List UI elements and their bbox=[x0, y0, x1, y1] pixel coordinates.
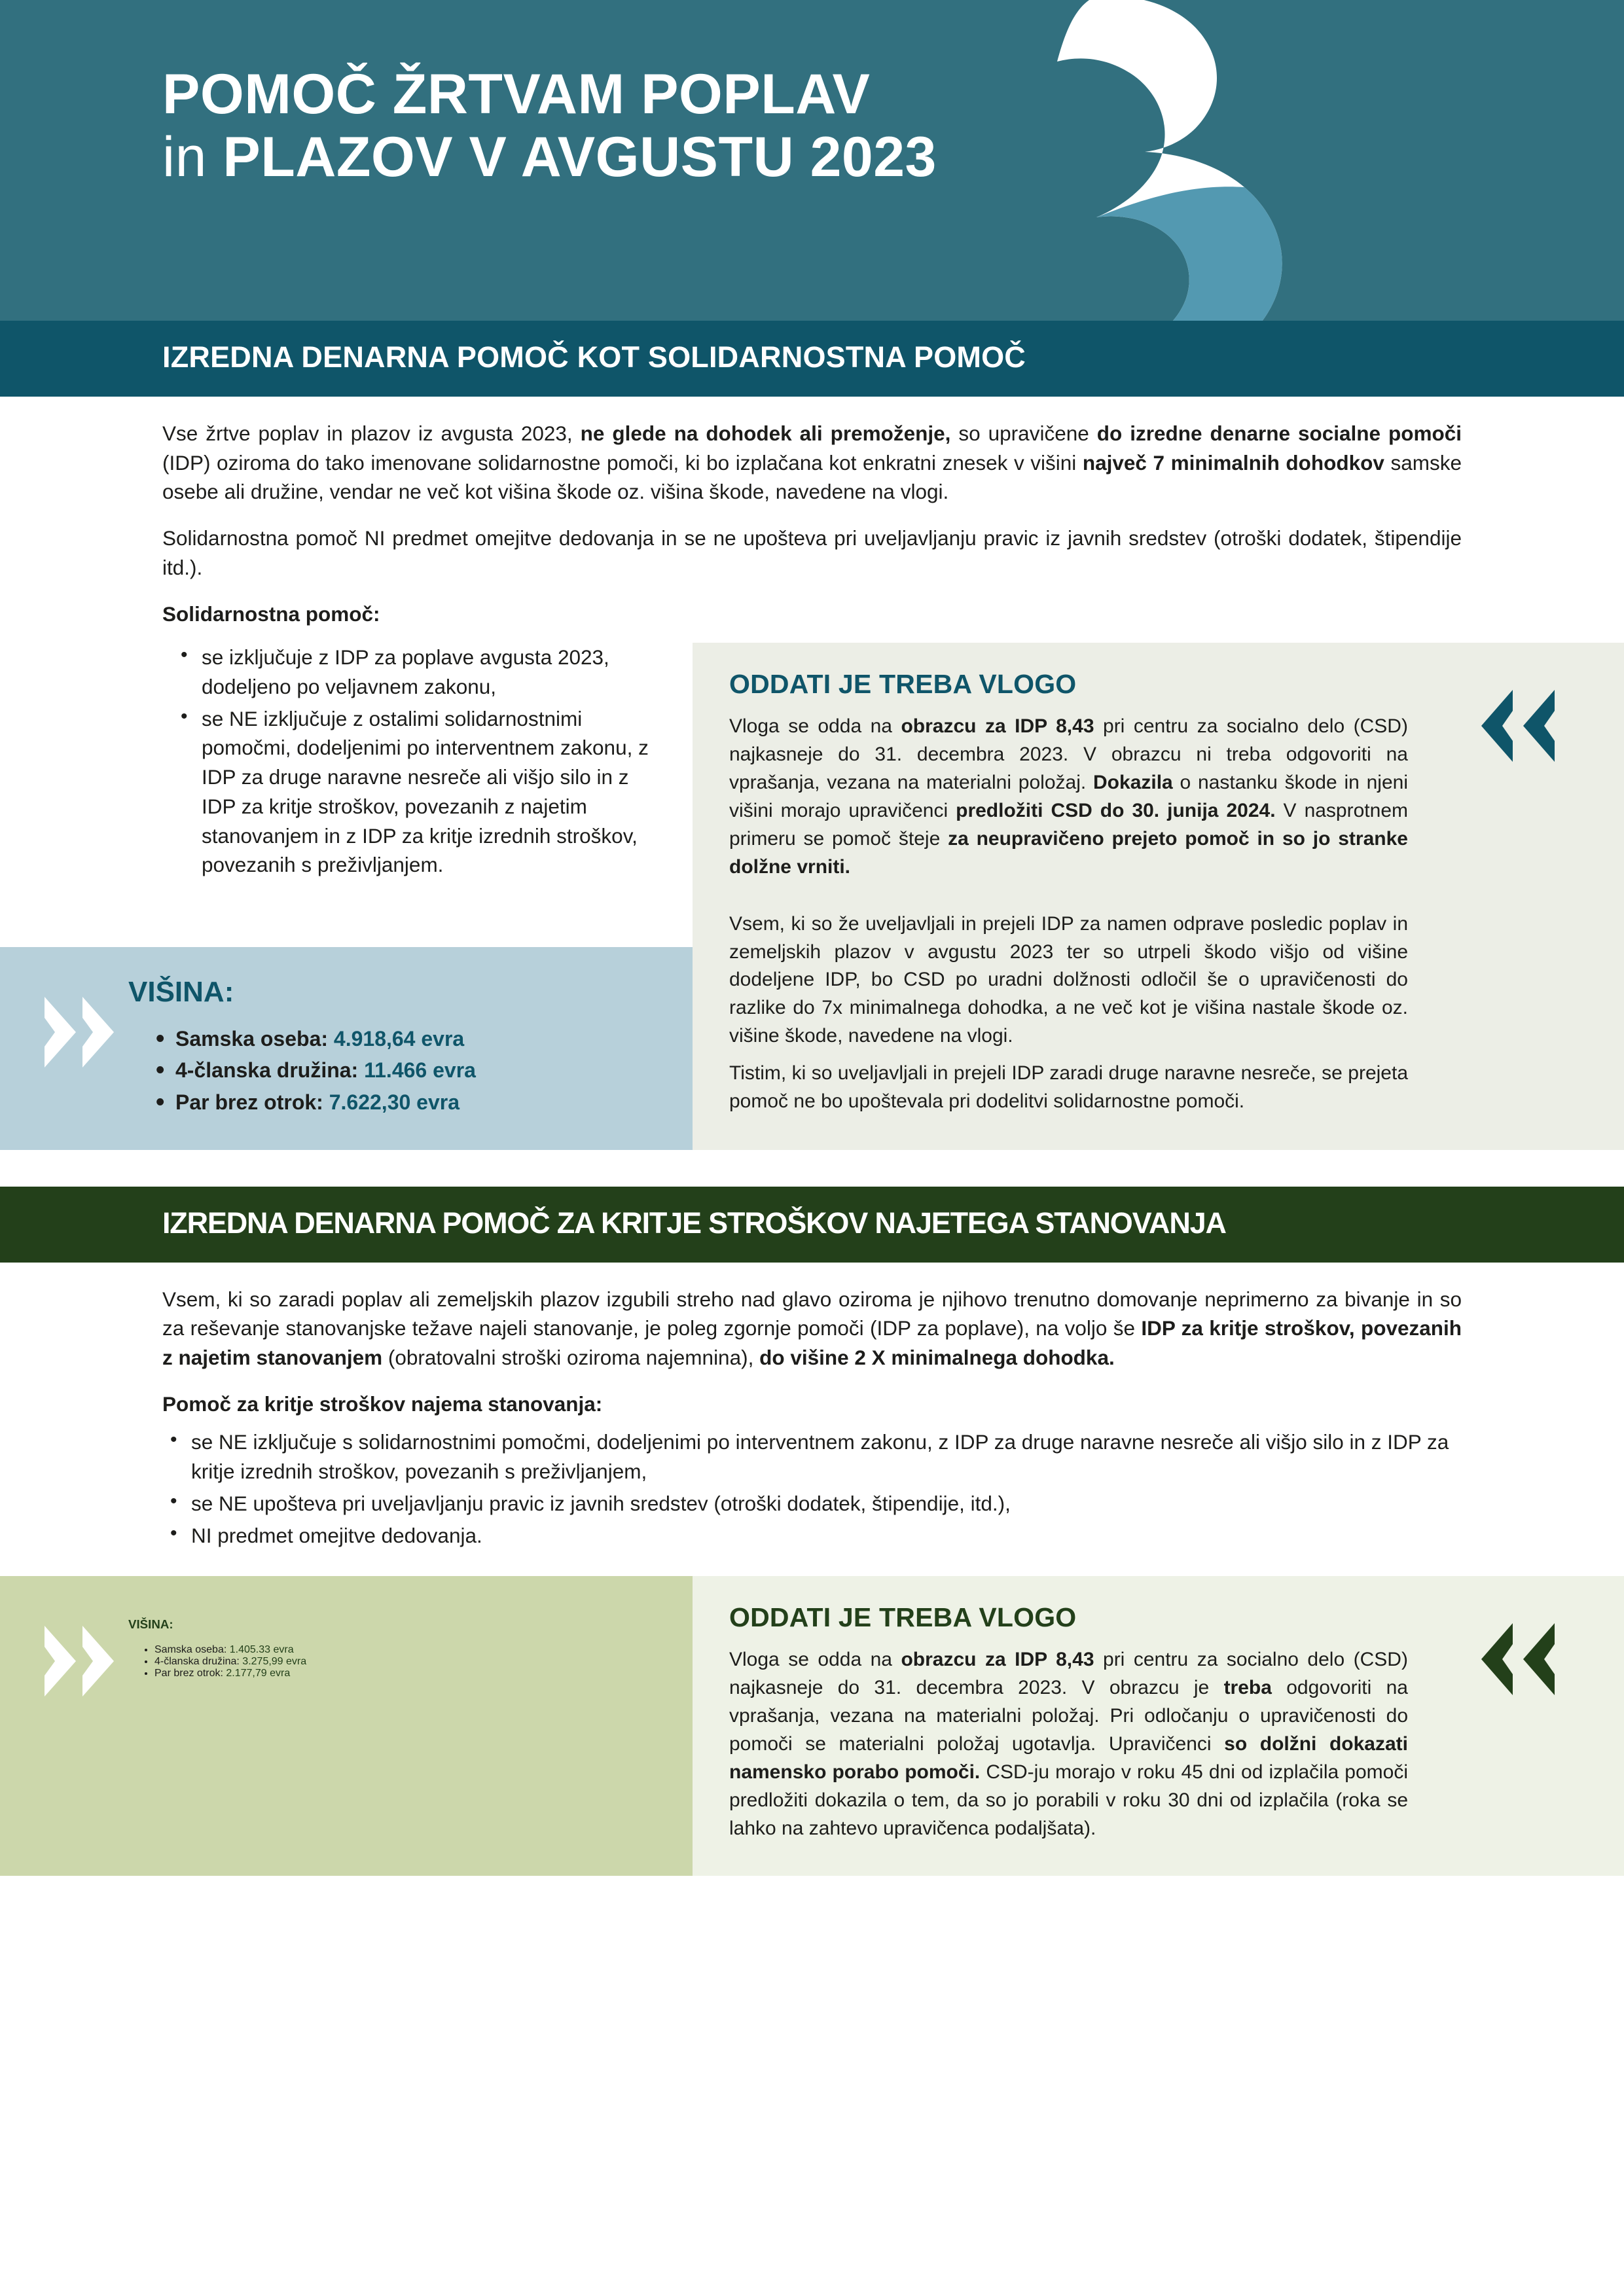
section1-panel-title: ODDATI JE TREBA VLOGO bbox=[729, 669, 1077, 700]
s1t5: o nastanku škode in njeni višini morajo upravičenci bbox=[729, 772, 1408, 821]
section2-body bbox=[0, 1263, 1624, 1551]
section1-bottom-columns bbox=[0, 910, 1624, 1150]
s1p1d: do izredne denarne socialne pomoči bbox=[1096, 422, 1462, 445]
section1-body bbox=[0, 397, 1624, 628]
section1-panel-paragraph-1 bbox=[729, 713, 1408, 881]
section2-paragraph-1 bbox=[162, 1285, 1462, 1372]
section1-left-column bbox=[0, 643, 693, 882]
s1p1b: ne glede na dohodek ali premoženje, bbox=[580, 422, 951, 445]
section2-panel-title: ODDATI JE TREBA VLOGO bbox=[729, 1602, 1077, 1633]
list-item bbox=[154, 1656, 666, 1668]
s1t4: Dokazila bbox=[1093, 772, 1173, 794]
s2p1c: (obratovalni stroški oziroma najemnina), bbox=[382, 1345, 760, 1369]
s1p1e: (IDP) oziroma do tako imenovane solidarnostne pomoči, ki bo izplačana kot enkratni znesek v višini bbox=[162, 450, 1083, 475]
visina-amount: 4.918,64 evra bbox=[333, 1026, 465, 1050]
section2-visina-box bbox=[0, 1576, 693, 1875]
s1p1c: so upravičene bbox=[950, 422, 1097, 445]
s1p1f: največ 7 minimalnih dohodkov bbox=[1082, 450, 1384, 475]
visina-label: Par brez otrok: bbox=[154, 1667, 226, 1679]
section1-visina-wrap bbox=[0, 910, 693, 1150]
page-title bbox=[162, 63, 937, 189]
visina-label: Par brez otrok: bbox=[175, 1090, 329, 1114]
s2t1: Vloga se odda na bbox=[729, 1649, 901, 1671]
s2t6: so dolžni dokazati namensko porabo pomoči. bbox=[729, 1732, 1409, 1783]
poster-header bbox=[0, 0, 1624, 321]
section1-visina-title: VIŠINA: bbox=[128, 975, 234, 1008]
s2t4: treba bbox=[1223, 1677, 1272, 1699]
s2t7: CSD-ju morajo v roku 45 dni od izplačila pomoči predložiti dokazila o tem, da so jo porabili v roku 30 dni od izplačila (roka se lahko na zahtevo upravičenca podaljšata). bbox=[729, 1761, 1408, 1839]
page-title-line2-prefix: in bbox=[162, 126, 223, 189]
page-title-line2 bbox=[162, 126, 937, 188]
section2-application-panel bbox=[693, 1576, 1624, 1875]
visina-label: Samska oseba: bbox=[175, 1026, 334, 1050]
s1p1g: samske osebe ali družine, vendar ne več kot višina škode oz. višina škode, navedene na vlogi. bbox=[162, 450, 1462, 504]
section2-title: IZREDNA DENARNA POMOČ ZA KRITJE STROŠKOV NAJETEGA STANOVANJA bbox=[162, 1206, 1226, 1240]
s2p1d: do višine 2 X minimalnega dohodka. bbox=[759, 1345, 1115, 1369]
visina-label: 4-članska družina: bbox=[175, 1058, 365, 1083]
section1-paragraph-1 bbox=[162, 419, 1462, 507]
s1p1a: Vse žrtve poplav in plazov iz avgusta 2023, bbox=[162, 422, 581, 445]
visina-amount: 2.177,79 evra bbox=[226, 1667, 291, 1679]
section2-visina-list bbox=[128, 1644, 666, 1679]
list-item bbox=[156, 1086, 666, 1119]
chevron-double-right-icon bbox=[41, 997, 119, 1067]
list-item bbox=[156, 1023, 666, 1055]
section2-columns bbox=[0, 1576, 1624, 1875]
section2-panel-paragraph bbox=[729, 1646, 1408, 1842]
section2-visina-title: VIŠINA: bbox=[128, 1617, 173, 1631]
list-item: • NI predmet omejitve dedovanja. bbox=[170, 1521, 1462, 1551]
section1-panel-continued bbox=[693, 910, 1624, 1150]
list-item: • se NE izključuje s solidarnostnimi pomočmi, dodeljenimi po interventnem zakonu, z IDP za druge naravne nesreče ali višjo silo in z IDP za kritje izrednih stroškov, povezanih s preživljanjem, bbox=[170, 1427, 1462, 1486]
visina-label: 4-članska družina: bbox=[154, 1655, 243, 1667]
section1-panel-paragraph-2: Vsem, ki so že uveljavljali in prejeli IDP za namen odprave posledic poplav in zemeljskih plazov v avgustu 2023 ter so utrpeli škodo višjo od višine dodeljene IDP, bo CSD po uradni dolžnosti odločil še o upravičenosti do razlike do 7x minimalnega dohodka, a ne več kot je višina nastale škode oz. višine škode, navedene na vlogi. bbox=[729, 912, 1408, 1047]
chevron-double-left-icon bbox=[1466, 1623, 1564, 1695]
section1-columns bbox=[0, 643, 1624, 910]
section1-paragraph-2: Solidarnostna pomoč NI predmet omejitve dedovanja in se ne upošteva pri uveljavljanju pravic iz javnih sredstev (otroški dodatek, štipendije itd.). bbox=[162, 526, 1462, 579]
page-title-line2-bold: PLAZOV V AVGUSTU 2023 bbox=[223, 126, 937, 189]
section1-bullet-list bbox=[162, 643, 666, 880]
list-item: • se izključuje z IDP za poplave avgusta 2023, dodeljeno po veljavnem zakonu, bbox=[181, 643, 666, 701]
s2t5: odgovoriti na vprašanja, vezana na materialni položaj. Pri odločanju o upravičenosti do pomoči se materialni položaj ugotavlja. Upravičenci bbox=[729, 1677, 1408, 1755]
visina-label: Samska oseba: bbox=[154, 1643, 230, 1655]
chevron-double-right-icon bbox=[41, 1626, 119, 1696]
list-item bbox=[154, 1644, 666, 1656]
s1t7: V nasprotnem primeru se pomoč šteje bbox=[729, 799, 1408, 850]
section1-application-panel bbox=[693, 643, 1624, 910]
s1t2: obrazcu za IDP 8,43 bbox=[901, 715, 1094, 738]
list-item bbox=[154, 1668, 666, 1679]
s1t3: pri centru za socialno delo (CSD) najkasneje do 31. decembra 2023. V obrazcu ni treba odgovoriti na vprašanja, vezana na materialni položaj. bbox=[729, 715, 1408, 794]
s2t2: obrazcu za IDP 8,43 bbox=[901, 1649, 1094, 1671]
section1-panel-paragraph-3: Tistim, ki so uveljavljali in prejeli IDP zaradi druge naravne nesreče, se prejeta pomoč ne bo upoštevala pri dodelitvi solidarnostne pomoči. bbox=[729, 1062, 1408, 1112]
page-title-line1: POMOČ ŽRTVAM POPLAV bbox=[162, 63, 871, 126]
section2-bullet-list bbox=[162, 1427, 1462, 1550]
section2-title-bar bbox=[0, 1187, 1624, 1263]
visina-amount: 3.275,99 evra bbox=[242, 1655, 307, 1667]
list-item: • se NE izključuje z ostalimi solidarnostnimi pomočmi, dodeljenimi po interventnem zakonu, z IDP za druge naravne nesreče ali višjo silo in z IDP za kritje stroškov, povezanih z najetim stanovanjem in z IDP za kritje izrednih stroškov, povezanih s preživljanjem. bbox=[181, 704, 666, 880]
s1t1: Vloga se odda na bbox=[729, 715, 901, 738]
section1-subheading: Solidarnostna pomoč: bbox=[162, 601, 380, 626]
section1-visina-box bbox=[0, 947, 693, 1150]
s2p1b: IDP za kritje stroškov, povezanih z najetim stanovanjem bbox=[162, 1316, 1462, 1369]
s2p1a: Vsem, ki so zaradi poplav ali zemeljskih plazov izgubili streho nad glavo oziroma je njihovo trenutno domovanje neprimerno za bivanje in so za reševanje stanovanjske težave najeli stanovanje, je poleg zgornje pomoči (IDP za poplave), na voljo še bbox=[162, 1287, 1462, 1340]
list-item: • se NE upošteva pri uveljavljanju pravic iz javnih sredstev (otroški dodatek, štipendije, itd.), bbox=[170, 1489, 1462, 1518]
chevron-double-left-icon bbox=[1466, 690, 1564, 762]
section1-visina-list bbox=[128, 1023, 666, 1119]
list-item bbox=[156, 1054, 666, 1086]
visina-amount: 7.622,30 evra bbox=[329, 1090, 460, 1114]
section1-title: IZREDNA DENARNA POMOČ KOT SOLIDARNOSTNA POMOČ bbox=[162, 340, 1026, 374]
visina-amount: 11.466 evra bbox=[364, 1058, 476, 1083]
section2-subheading: Pomoč za kritje stroškov najema stanovanja: bbox=[162, 1391, 603, 1416]
visina-amount: 1.405.33 evra bbox=[229, 1643, 294, 1655]
section1-title-bar bbox=[0, 321, 1624, 397]
s2t3: pri centru za socialno delo (CSD) najkasneje do 31. decembra 2023. V obrazcu je bbox=[729, 1649, 1408, 1699]
s1t6: predložiti CSD do 30. junija 2024. bbox=[956, 799, 1276, 821]
s1t8: za neupravičeno prejeto pomoč in so jo stranke dolžne vrniti. bbox=[729, 827, 1408, 878]
